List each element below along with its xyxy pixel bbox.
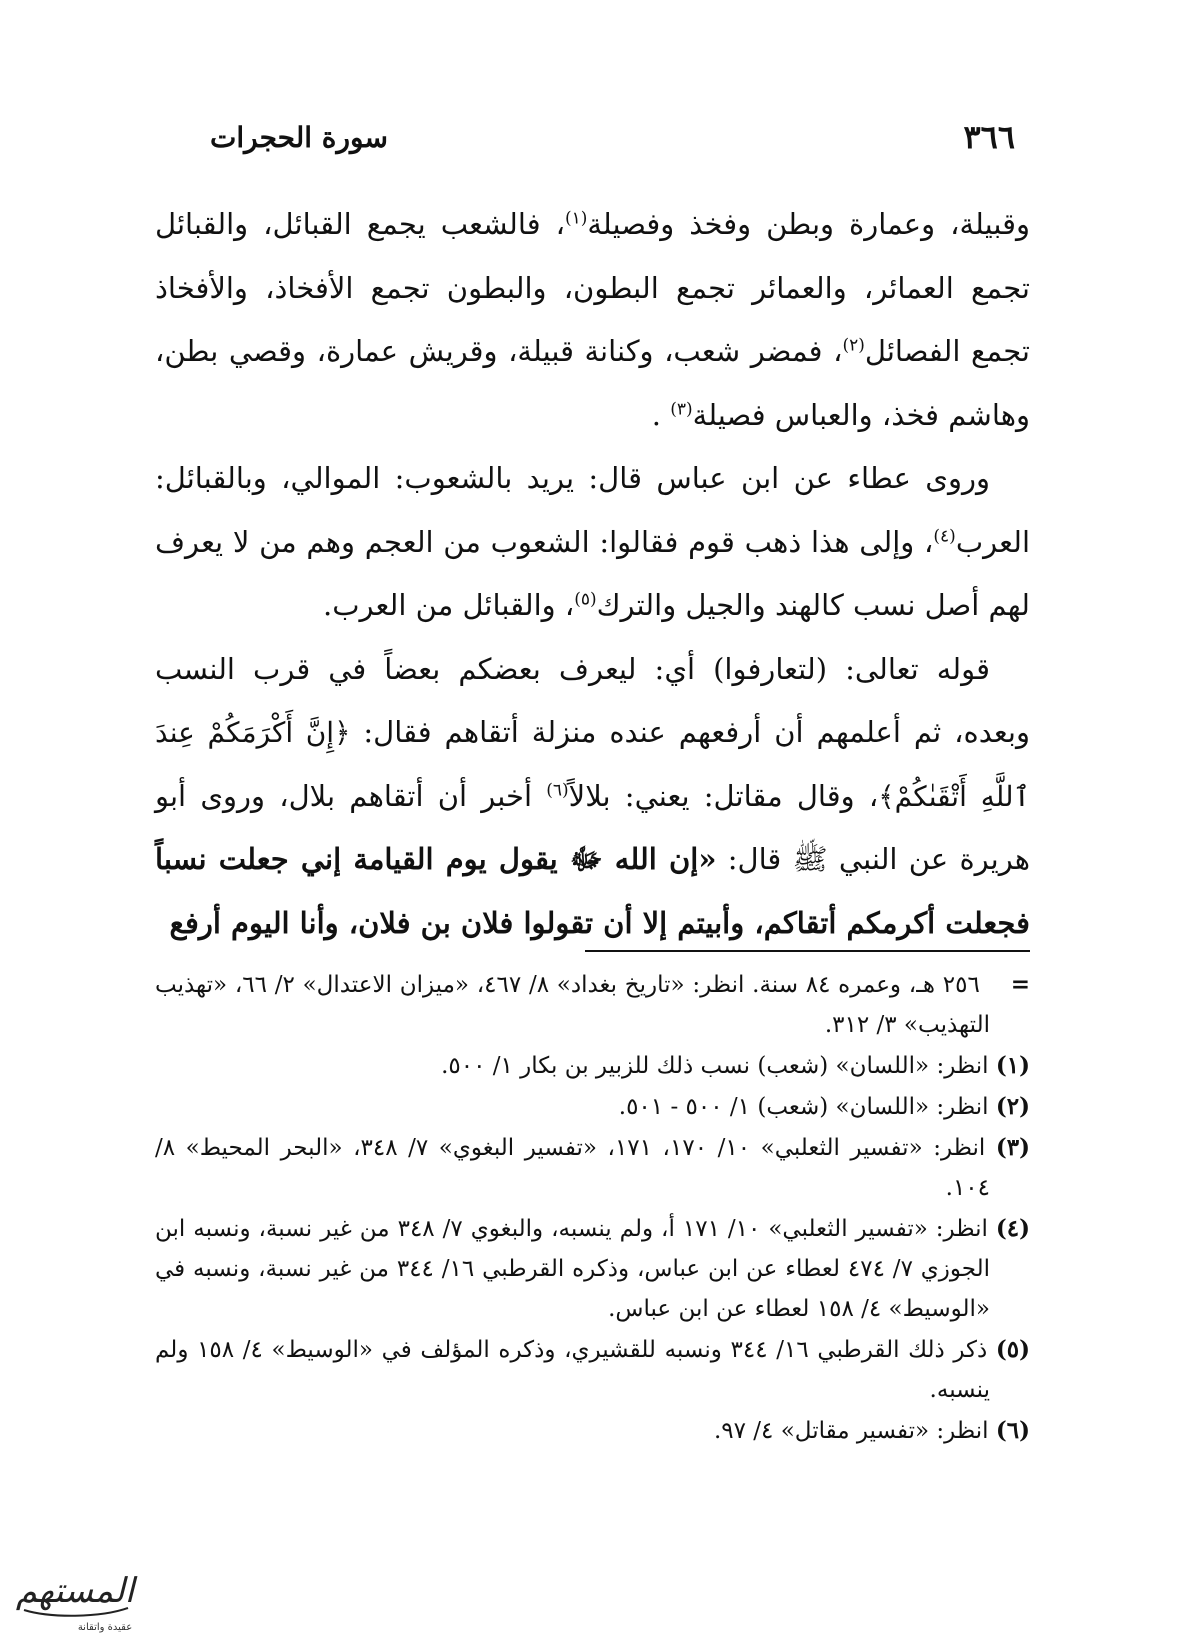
text-run: وقبيلة، وعمارة وبطن وفخذ وفصيلة [587, 207, 1030, 241]
paragraph-1 [155, 193, 1030, 447]
footnote-ref-3: (٣) [670, 398, 693, 419]
footnote-number: (٢) [995, 1093, 1030, 1120]
text-run: ، فمضر شعب، وكنانة قبيلة، وقريش عمارة، وقصي بطن، وهاشم فخذ، والعباس فصيلة [155, 334, 1030, 432]
footnote-text: انظر: «اللسان» (شعب) نسب ذلك للزبير بن بكار ١/ ٥٠٠. [441, 1053, 989, 1079]
footnote-text: انظر: «اللسان» (شعب) ١/ ٥٠٠ - ٥٠١. [618, 1094, 989, 1120]
text-run: ، فالشعب يجمع القبائل، والقبائل تجمع العمائر، والعمائر تجمع البطون، والبطون تجمع الأفخاذ، والأفخاذ تجمع الفصائل [155, 207, 1030, 368]
text-run: . [651, 397, 671, 432]
footnote-number: (٦) [995, 1417, 1030, 1444]
footnote-ref-5: (٥) [574, 589, 597, 610]
footnote-text: ٢٥٦ هـ، وعمره ٨٤ سنة. انظر: «تاريخ بغداد» ٨/ ٤٦٧، «ميزان الاعتدال» ٢/ ٦٦، «تهذيب التهذيب» ٣/ ٣١٢. [155, 972, 990, 1038]
footnote-divider [585, 950, 1030, 952]
footnotes [155, 965, 1030, 1452]
text-run: ، والقبائل من العرب. [323, 588, 575, 622]
footnote-ref-2: (٢) [842, 335, 865, 356]
text-run: ، وقال مقاتل: يعني: بلالاً [568, 778, 879, 813]
footnote-number: (٣) [995, 1134, 1030, 1161]
paragraph-3 [155, 638, 1030, 956]
text-run: ، وإلى هذا ذهب قوم فقالوا: الشعوب من العجم وهم من لا يعرف لهم أصل نسب كالهند والجيل والترك [155, 524, 1030, 622]
text-run: أخبر أن أتقاهم بلال، وروى أبو هريرة عن النبي ﷺ قال: [155, 778, 1030, 876]
footnote-number: = [1010, 971, 1031, 998]
stamp-caption: عقيدة واتقانة [77, 1622, 133, 1633]
page-number: ٣٦٦ [963, 118, 1015, 156]
paragraph-2 [155, 447, 1030, 638]
footnote-number: (٥) [995, 1336, 1031, 1363]
hadith-quote: «إن الله ﷻ يقول يوم القيامة إني جعلت نسباً فجعلت أكرمكم أتقاكم، وأبيتم إلا أن تقولوا فلان بن فلان، وأنا اليوم أرفع [155, 842, 1030, 940]
footnote-text: انظر: «تفسير مقاتل» ٤/ ٩٧. [713, 1418, 989, 1444]
footnote-text: ذكر ذلك القرطبي ١٦/ ٣٤٤ ونسبه للقشيري، وذكره المؤلف في «الوسيط» ٤/ ١٥٨ ولم ينسبه. [155, 1337, 990, 1403]
footnote-2 [155, 1087, 1030, 1127]
footnote-4 [155, 1209, 1030, 1329]
main-text [155, 193, 1030, 955]
text-run: قوله تعالى: (لتعارفوا) أي: ليعرف بعضكم بعضاً في قرب النسب وبعده، ثم أعلمهم أن أرفعهم عنده منزلة أتقاهم فقال: [155, 651, 1030, 749]
footnote-continued [155, 965, 1030, 1045]
footnote-number: (١) [995, 1052, 1030, 1079]
quran-verse: ﴿إِنَّ أَكْرَمَكُمْ عِندَ ٱللَّهِ أَتْقَىٰكُمْ﴾ [155, 716, 1030, 813]
footnote-3 [155, 1128, 1030, 1208]
surah-name: سورة الحجرات [210, 120, 388, 154]
footnote-ref-1: (١) [564, 208, 588, 229]
text-run: وروى عطاء عن ابن عباس قال: يريد بالشعوب: الموالي، وبالقبائل: العرب [155, 461, 1030, 559]
footnote-ref-6: (٦) [546, 779, 569, 800]
footnote-ref-4: (٤) [933, 525, 956, 546]
footnote-number: (٤) [995, 1215, 1031, 1242]
footnote-1 [155, 1046, 1030, 1086]
footnote-text: انظر: «تفسير الثعلبي» ١٠/ ١٧١ أ، ولم ينسبه، والبغوي ٧/ ٣٤٨ من غير نسبة، ونسبه ابن الجوزي ٧/ ٤٧٤ لعطاء عن ابن عباس، وذكره القرطبي ١٦/ ٣٤٤ من غير نسبة، ونسبه في «الوسيط» ٤/ ١٥٨ لعطاء عن ابن عباس. [155, 1216, 991, 1322]
footnote-text: انظر: «تفسير الثعلبي» ١٠/ ١٧٠، ١٧١، «تفسير البغوي» ٧/ ٣٤٨، «البحر المحيط» ٨/ ١٠٤. [155, 1135, 990, 1201]
stamp-text: المستهم [15, 1571, 135, 1611]
library-stamp-logo [10, 1560, 140, 1640]
footnote-6 [155, 1411, 1030, 1451]
page-header [210, 112, 1015, 162]
footnote-5 [155, 1330, 1030, 1410]
